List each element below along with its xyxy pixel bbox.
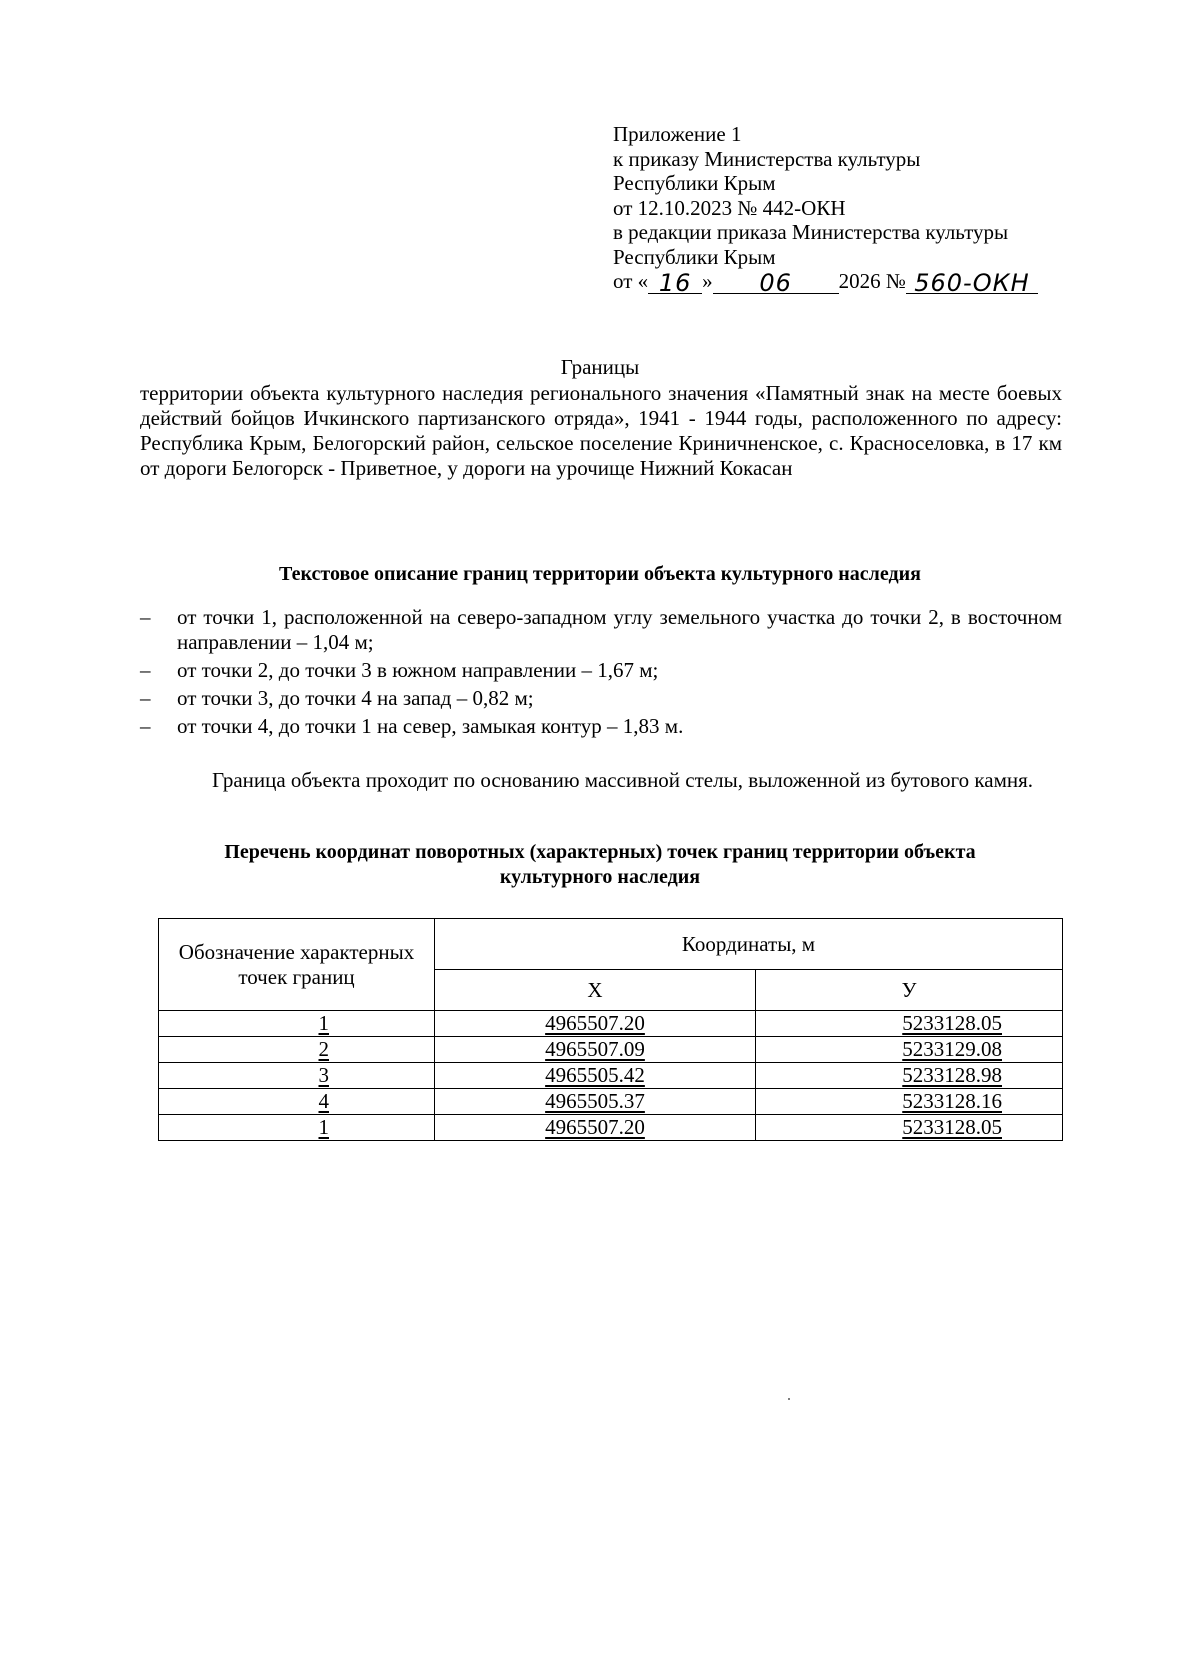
order-date-line: [613, 268, 1038, 297]
number-field: [906, 268, 1038, 297]
cell-y: 5233128.98: [756, 1063, 1063, 1089]
cell-y: 5233128.05: [756, 1115, 1063, 1141]
appendix-line: Республики Крым: [613, 171, 776, 195]
table-row: [159, 1089, 1063, 1115]
handwritten-day: 16: [658, 268, 692, 297]
object-description: территории объекта культурного наследия регионального значения «Памятный знак на месте боевых действий бойцов Ичкинского партизанского отряда», 1941 - 1944 годы, расположенного по адресу: Республика Крым, Белогорский район, сельское поселение Криничненское, с. Красноселовка, в 17 км от дороги Белогорск - Приветное, у дороги на урочище Нижний Кокасан: [140, 381, 1062, 480]
cell-point: 3: [159, 1063, 435, 1089]
col-header-y: У: [756, 970, 1063, 1011]
description-heading: Текстовое описание границ территории объекта культурного наследия: [279, 563, 921, 585]
handwritten-month: 06: [759, 268, 792, 297]
dash-marker: –: [140, 605, 151, 629]
cell-x: 4965505.42: [435, 1063, 756, 1089]
col-header-name: Обозначение характерных точек границ: [159, 919, 435, 1011]
cell-y: 5233128.16: [756, 1089, 1063, 1115]
table-row: [159, 1063, 1063, 1089]
list-item: – от точки 3, до точки 4 на запад – 0,82 м;: [140, 686, 534, 710]
cell-y: 5233129.08: [756, 1037, 1063, 1063]
list-item: – от точки 4, до точки 1 на север, замыкая контур – 1,83 м.: [140, 714, 684, 738]
table-row: [159, 1037, 1063, 1063]
dash-marker: –: [140, 658, 151, 682]
coordinates-table: [158, 918, 1063, 1141]
coordinates-heading-line: культурного наследия: [499, 866, 701, 888]
col-header-coordinates: Координаты, м: [435, 919, 1063, 970]
document-title: Границы: [560, 355, 640, 379]
appendix-header: [613, 122, 1038, 297]
cell-y: 5233128.05: [756, 1011, 1063, 1037]
cell-x: 4965507.09: [435, 1037, 756, 1063]
cell-x: 4965505.37: [435, 1089, 756, 1115]
boundary-note: Граница объекта проходит по основанию массивной стелы, выложенной из бутового камня.: [212, 768, 1034, 792]
appendix-line: в редакции приказа Министерства культуры: [613, 220, 1009, 244]
date-mid: »: [702, 269, 713, 293]
handwritten-number: 560-ОКН: [914, 268, 1030, 297]
appendix-line: Приложение 1: [613, 122, 742, 146]
cell-point: 1: [159, 1115, 435, 1141]
cell-x: 4965507.20: [435, 1115, 756, 1141]
cell-point: 1: [159, 1011, 435, 1037]
date-prefix: от «: [613, 269, 649, 293]
dash-marker: –: [140, 714, 151, 738]
table-row: [159, 1011, 1063, 1037]
col-header-x: Х: [435, 970, 756, 1011]
coordinates-heading: [150, 840, 1050, 890]
cell-x: 4965507.20: [435, 1011, 756, 1037]
appendix-line: от 12.10.2023 № 442-ОКН: [613, 195, 846, 220]
list-item: – от точки 2, до точки 3 в южном направлении – 1,67 м;: [140, 658, 659, 682]
cell-point: 4: [159, 1089, 435, 1115]
list-item: – от точки 1, расположенной на северо-западном углу земельного участка до точки 2, в восточном направлении – 1,04 м;: [140, 605, 1062, 654]
year-label: 2026 №: [838, 269, 906, 293]
coordinates-heading-line: Перечень координат поворотных (характерных) точек границ территории объекта: [224, 841, 976, 863]
dash-marker: –: [140, 686, 151, 710]
appendix-line: к приказу Министерства культуры: [613, 146, 921, 171]
scan-speck: [788, 1398, 790, 1400]
cell-point: 2: [159, 1037, 435, 1063]
day-field: [648, 268, 702, 297]
boundary-list: [140, 605, 1062, 742]
month-field: [713, 268, 839, 297]
table-row: [159, 1115, 1063, 1141]
appendix-line: Республики Крым: [613, 244, 776, 269]
